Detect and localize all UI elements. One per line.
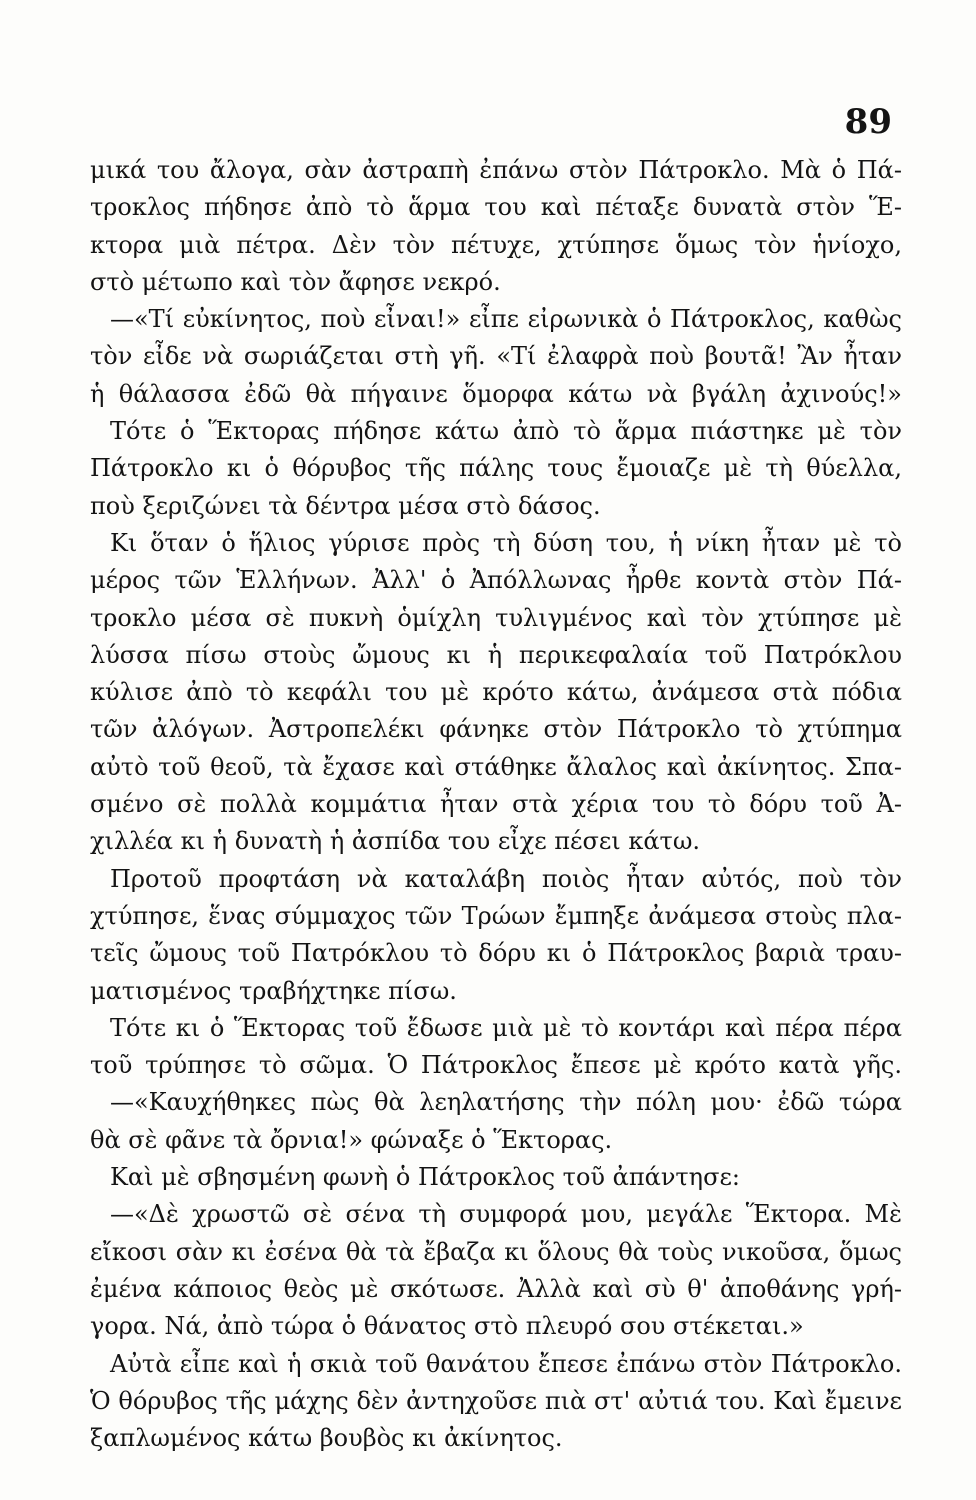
- text-line: Τότε κι ὁ Ἕκτορας τοῦ ἔδωσε μιὰ μὲ τὸ κοντάρι καὶ πέρα πέρα: [110, 1013, 902, 1042]
- text-line: τοῦ τρύπησε τὸ σῶμα. Ὁ Πάτροκλος ἔπεσε μὲ κρότο κατὰ γῆς.: [90, 1051, 902, 1080]
- text-line: τὸν εἶδε νὰ σωριάζεται στὴ γῆ. «Τί ἐλαφρὰ ποὺ βουτᾶ! Ἂν ἦταν: [90, 342, 902, 371]
- text-line: γορα. Νά, ἀπὸ τώρα ὁ θάνατος στὸ πλευρό σου στέκεται.»: [90, 1312, 804, 1341]
- text-line: χτύπησε, ἕνας σύμμαχος τῶν Τρώων ἔμπηξε ἀνάμεσα στοὺς πλα-: [90, 901, 902, 930]
- text-line: —«Δὲ χρωστῶ σὲ σένα τὴ συμφορά μου, μεγάλε Ἕκτορα. Μὲ: [110, 1200, 902, 1229]
- text-line: Ὁ θόρυβος τῆς μάχης δὲν ἀντηχοῦσε πιὰ στ' αὐτιά του. Καὶ ἔμεινε: [90, 1386, 902, 1415]
- text-line: Κι ὅταν ὁ ἥλιος γύρισε πρὸς τὴ δύση του, ἡ νίκη ἦταν μὲ τὸ: [110, 528, 902, 557]
- text-line: —«Τί εὐκίνητος, ποὺ εἶναι!» εἶπε εἰρωνικὰ ὁ Πάτροκλος, καθὼς: [110, 305, 902, 334]
- text-body: [90, 152, 902, 1457]
- text-line: τῶν ἀλόγων. Ἀστροπελέκι φάνηκε στὸν Πάτροκλο τὸ χτύπημα: [90, 715, 902, 744]
- text-line: κύλισε ἀπὸ τὸ κεφάλι του μὲ κρότο κάτω, ἀνάμεσα στὰ πόδια: [90, 678, 902, 707]
- text-line: θὰ σὲ φᾶνε τὰ ὄρνια!» φώναξε ὁ Ἕκτορας.: [90, 1125, 613, 1154]
- text-line: αὐτὸ τοῦ θεοῦ, τὰ ἔχασε καὶ στάθηκε ἄλαλος καὶ ἀκίνητος. Σπα-: [90, 752, 902, 781]
- text-line: στὸ μέτωπο καὶ τὸν ἄφησε νεκρό.: [90, 267, 501, 296]
- text-line: τροκλος πήδησε ἀπὸ τὸ ἅρμα του καὶ πέταξε δυνατὰ στὸν Ἕ-: [90, 193, 902, 222]
- text-line: κτορα μιὰ πέτρα. Δὲν τὸν πέτυχε, χτύπησε ὅμως τὸν ἡνίοχο,: [90, 230, 902, 259]
- text-line: σμένο σὲ πολλὰ κομμάτια ἦταν στὰ χέρια του τὸ δόρυ τοῦ Ἀ-: [90, 790, 902, 819]
- text-line: χιλλέα κι ἡ δυνατὴ ἡ ἀσπίδα του εἶχε πέσει κάτω.: [90, 827, 701, 856]
- text-line: Πάτροκλο κι ὁ θόρυβος τῆς πάλης τους ἔμοιαζε μὲ τὴ θύελλα,: [90, 454, 902, 483]
- text-line: ἐμένα κάποιος θεὸς μὲ σκότωσε. Ἀλλὰ καὶ σὺ θ' ἀποθάνης γρή-: [90, 1274, 902, 1303]
- text-line: Τότε ὁ Ἕκτορας πήδησε κάτω ἀπὸ τὸ ἅρμα πιάστηκε μὲ τὸν: [110, 417, 902, 446]
- text-line: Καὶ μὲ σβησμένη φωνὴ ὁ Πάτροκλος τοῦ ἀπάντησε:: [110, 1163, 740, 1192]
- page-number: 89: [844, 102, 892, 142]
- text-line: ματισμένος τραβήχτηκε πίσω.: [90, 976, 457, 1005]
- text-line: εἴκοσι σὰν κι ἐσένα θὰ τὰ ἔβαζα κι ὅλους θὰ τοὺς νικοῦσα, ὅμως: [90, 1237, 902, 1266]
- text-line: ποὺ ξεριζώνει τὰ δέντρα μέσα στὸ δάσος.: [90, 491, 601, 520]
- text-line: Αὐτὰ εἶπε καὶ ἡ σκιὰ τοῦ θανάτου ἔπεσε ἐπάνω στὸν Πάτροκλο.: [110, 1349, 902, 1378]
- text-line: τροκλο μέσα σὲ πυκνὴ ὁμίχλη τυλιγμένος καὶ τὸν χτύπησε μὲ: [90, 603, 902, 632]
- text-line: ξαπλωμένος κάτω βουβὸς κι ἀκίνητος.: [90, 1424, 563, 1453]
- text-line: —«Καυχήθηκες πὼς θὰ λεηλατήσης τὴν πόλη μου· ἐδῶ τώρα: [110, 1088, 902, 1117]
- text-line: Προτοῦ προφτάση νὰ καταλάβη ποιὸς ἦταν αὐτός, ποὺ τὸν: [110, 864, 902, 893]
- text-line: τεῖς ὤμους τοῦ Πατρόκλου τὸ δόρυ κι ὁ Πάτροκλος βαριὰ τραυ-: [90, 939, 902, 968]
- text-line: μέρος τῶν Ἑλλήνων. Ἀλλ' ὁ Ἀπόλλωνας ἦρθε κοντὰ στὸν Πά-: [90, 566, 902, 595]
- text-line: ἡ θάλασσα ἐδῶ θὰ πήγαινε ὅμορφα κάτω νὰ βγάλη ἀχινούς!»: [90, 379, 902, 408]
- text-line: λύσσα πίσω στοὺς ὤμους κι ἡ περικεφαλαία τοῦ Πατρόκλου: [90, 640, 902, 669]
- text-line: μικά του ἄλογα, σὰν ἀστραπὴ ἐπάνω στὸν Πάτροκλο. Μὰ ὁ Πά-: [90, 156, 902, 184]
